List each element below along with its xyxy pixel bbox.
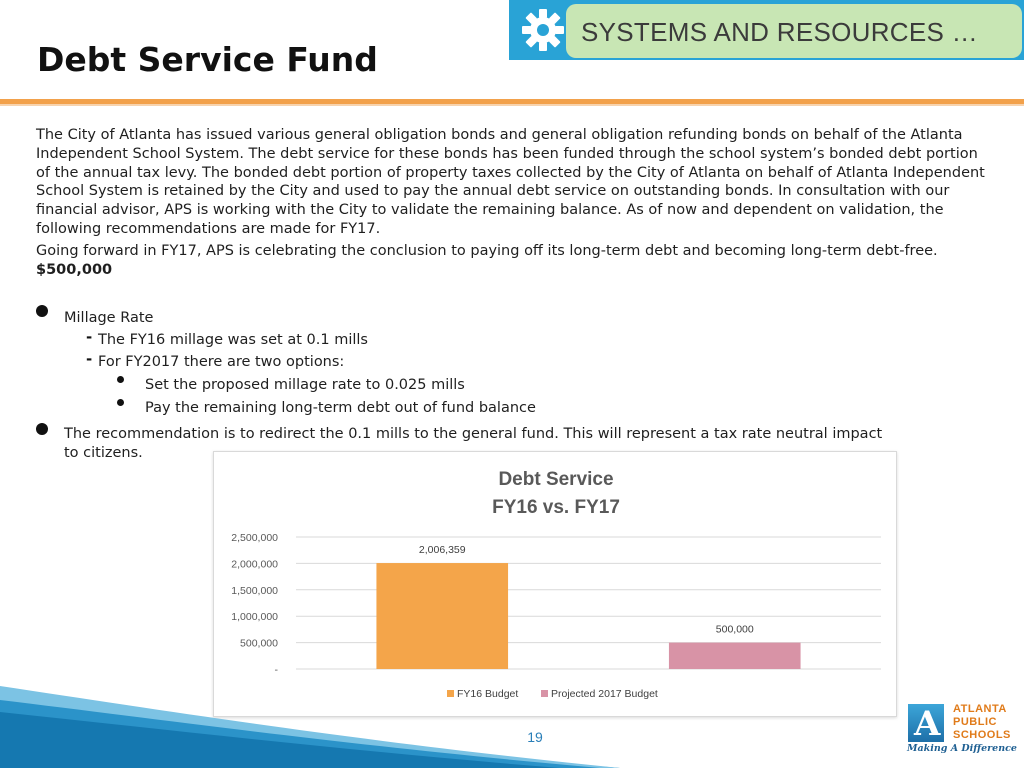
logo-name-line-2: PUBLIC [953, 716, 997, 728]
y-tick-label: 500,000 [240, 637, 278, 650]
fy17-paragraph-text: Going forward in FY17, APS is celebrating the conclusion to paying off its long-term debt and becoming long-term debt-free. [36, 243, 938, 259]
y-tick-label: - [274, 664, 278, 676]
footer-wave-decoration [0, 686, 620, 768]
bar-fy16-budget [376, 563, 508, 669]
bar-data-label: 2,006,359 [418, 544, 466, 557]
recommendation-line-2: to citizens. [64, 445, 143, 461]
banner-text: SYSTEMS AND RESOURCES … [581, 17, 978, 47]
chart-title: Debt Service [498, 469, 614, 490]
y-tick-label: 1,000,000 [231, 611, 278, 624]
recommendation-line-1: The recommendation is to redirect the 0.1 mills to the general fund. This will represent a tax rate neutral impact [64, 426, 883, 442]
bar-data-label: 500,000 [715, 623, 754, 636]
legend-label: Projected 2017 Budget [551, 688, 658, 700]
logo-tagline: Making A Difference [907, 743, 1017, 754]
aps-logo [905, 699, 1020, 759]
gear-icon [519, 6, 567, 54]
logo-name-line-3: SCHOOLS [953, 729, 1011, 741]
y-tick-label: 2,000,000 [231, 558, 278, 571]
fy17-amount: $500,000 [36, 261, 113, 278]
intro-paragraph: The City of Atlanta has issued various general obligation bonds and general obligation refunding bonds on behalf of the Atlanta Independent School System. The debt service for these bonds has been funded through the school system’s bonded debt portion of the annual tax levy. The bonded debt portion of property taxes collected by the City of Atlanta on behalf of Atlanta Independent School System is retained by the City and used to pay the annual debt service on outstanding bonds. In consultation with our financial advisor, APS is working with the City to validate the remaining balance. As of now and dependent on validation, the following recommendations are made for FY17. [36, 127, 985, 237]
bullet-icon [117, 376, 124, 383]
logo-mark [908, 704, 944, 742]
bullet-millage-rate: Millage Rate [64, 310, 154, 326]
debt-service-chart [213, 451, 897, 717]
page-title: Debt Service Fund [37, 40, 378, 79]
bullet-icon [36, 423, 48, 435]
dash-icon: - [86, 350, 93, 368]
section-banner [509, 0, 1024, 60]
option-pay-fund-balance: Pay the remaining long-term debt out of fund balance [145, 400, 536, 416]
chart-canvas [214, 452, 898, 718]
sub-bullet-fy16-millage: The FY16 millage was set at 0.1 mills [98, 332, 368, 348]
page-number: 19 [527, 729, 543, 745]
y-tick-label: 2,500,000 [231, 532, 278, 544]
sub-bullet-fy2017-options: For FY2017 there are two options: [98, 354, 345, 370]
chart-subtitle: FY16 vs. FY17 [492, 497, 620, 518]
bar-projected-2017-budget [669, 643, 801, 669]
legend-label: FY16 Budget [457, 688, 519, 700]
banner-label-box [566, 4, 1022, 58]
logo-name-line-1: ATLANTA [953, 703, 1007, 715]
bullet-icon [117, 399, 124, 406]
bullet-icon [36, 305, 48, 317]
y-tick-label: 1,500,000 [231, 584, 278, 597]
option-proposed-millage: Set the proposed millage rate to 0.025 mills [145, 377, 465, 393]
fy17-paragraph [36, 242, 986, 280]
dash-icon: - [86, 328, 93, 346]
logo-letter: A [914, 704, 941, 744]
title-divider-shadow [0, 104, 1024, 106]
